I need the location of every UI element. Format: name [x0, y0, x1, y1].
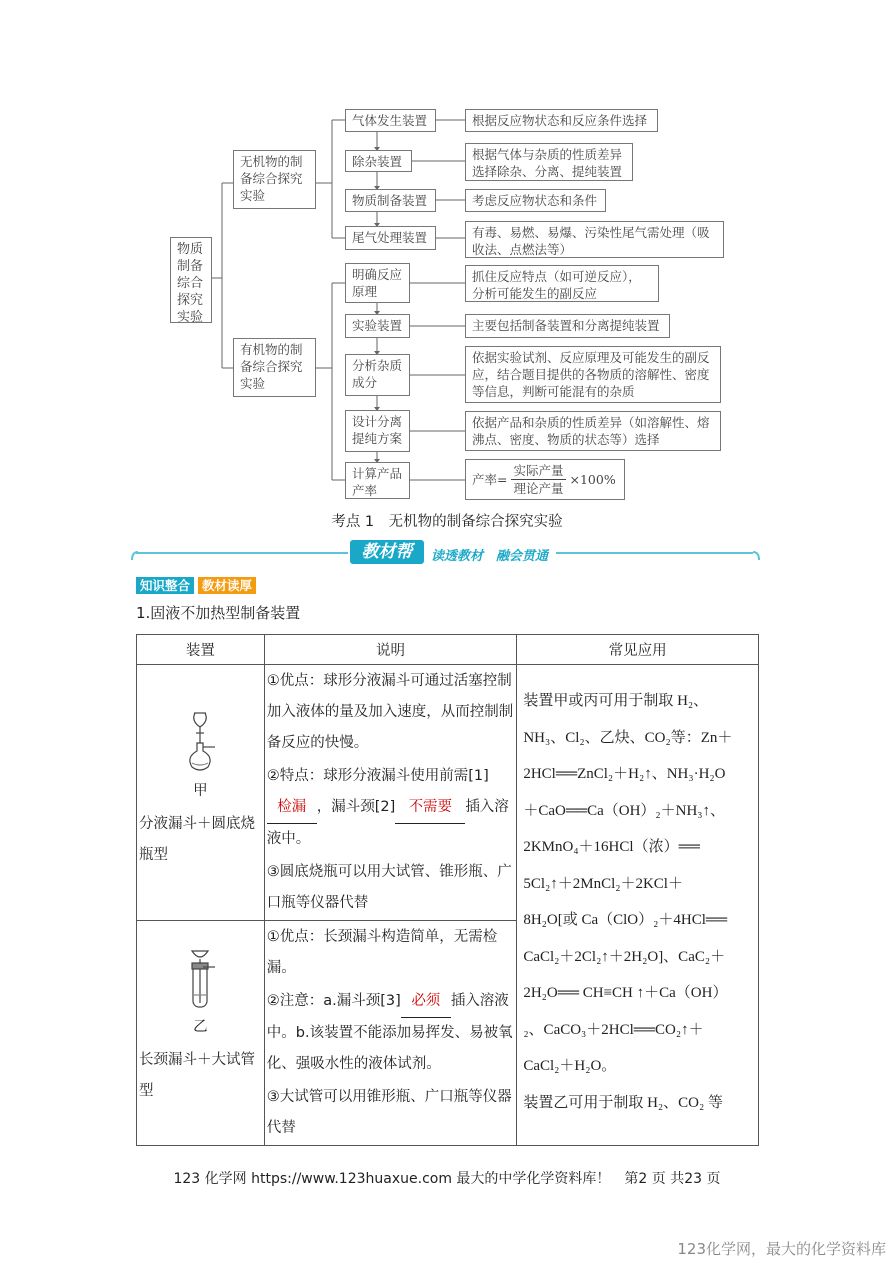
application-line: CaCl₂＋H₂O。 — [523, 1058, 617, 1074]
desc-node — [465, 221, 724, 258]
step-label: 设计分离提纯方案 — [352, 414, 403, 446]
separatory-funnel-flask-icon — [182, 707, 218, 775]
header-cell: 常见应用 — [517, 635, 759, 665]
step-node — [345, 410, 410, 452]
table-header-row — [137, 635, 759, 665]
step-node — [345, 462, 410, 499]
banner-curl-left — [130, 550, 140, 564]
desc-label: 考虑反应物状态和条件 — [472, 193, 598, 208]
note-item — [265, 985, 517, 1081]
answer-blank: 不需要 — [395, 792, 465, 824]
branch-node-organic — [233, 338, 316, 397]
step-label: 实验装置 — [352, 318, 403, 333]
section-title: 1.固液不加热型制备装置 — [136, 604, 301, 622]
application-line: 2KMnO₄＋16HCl（浓）══ — [523, 839, 700, 855]
desc-node — [465, 314, 670, 338]
step-label: 计算产品产率 — [352, 466, 403, 498]
step-label: 气体发生装置 — [352, 113, 428, 128]
banner-line-right — [556, 552, 753, 554]
application-line: ＋CaO══Ca（OH）₂＋NH₃↑、 — [523, 802, 726, 819]
note-text: 插入溶液中。b.该装置不能添加易挥发、易被氧化、强吸水性的液体试剂。 — [266, 993, 513, 1072]
desc-node — [465, 189, 606, 212]
application-line: 装置乙可用于制取 H₂、CO₂ 等 — [523, 1094, 723, 1111]
desc-label: 依据产品和杂质的性质差异（如溶解性、熔沸点、密度、物质的状态等）选择 — [472, 415, 710, 447]
desc-node — [465, 143, 633, 181]
desc-label: 抓住反应特点（如可逆反应），分析可能发生的副反应 — [472, 269, 641, 301]
step-node — [345, 150, 412, 172]
device-name: 甲 — [193, 783, 208, 799]
answer-blank: 必须 — [401, 986, 451, 1018]
root-node — [170, 237, 212, 323]
desc-label: 依据实验试剂、反应原理及可能发生的副反应，结合题目提供的各物质的溶解性、密度等信息，判断可能混有的杂质 — [472, 350, 710, 399]
banner-title: 教材帮 — [350, 540, 424, 564]
long-neck-funnel-tube-icon — [182, 949, 218, 1011]
desc-node — [465, 265, 659, 302]
note-item: ③大试管可以用锥形瓶、广口瓶等仪器代替 — [266, 1089, 512, 1136]
step-node — [345, 354, 410, 396]
note-text: ②注意：a.漏斗颈[3] — [266, 993, 401, 1009]
header-cell: 装置 — [137, 635, 265, 665]
step-label: 除杂装置 — [352, 154, 403, 169]
application-line: NH₃、Cl₂、乙炔、CO₂等：Zn＋ — [523, 729, 733, 746]
desc-node — [465, 411, 721, 451]
application-line: ₂、CaCO₃＋2HCl══CO₂↑＋ — [523, 1021, 704, 1038]
fraction — [511, 462, 565, 497]
step-label: 分析杂质成分 — [352, 358, 403, 390]
note-text: ②特点：球形分液漏斗使用前需[1] — [266, 768, 489, 784]
denominator: 理论产量 — [513, 481, 564, 496]
step-label: 尾气处理装置 — [352, 230, 428, 245]
application-cell — [517, 665, 759, 1146]
note-item: ①优点：长颈漏斗构造简单，无需检漏。 — [266, 929, 498, 976]
table-row — [137, 665, 759, 921]
header-cell: 说明 — [264, 635, 517, 665]
yield-formula-node — [465, 459, 625, 500]
desc-label: 根据反应物状态和反应条件选择 — [472, 113, 648, 128]
branch-label: 有机物的制备综合探究实验 — [240, 342, 303, 391]
note-text: ，漏斗颈[2] — [316, 799, 396, 815]
banner-line-left — [136, 552, 348, 554]
application-line: 8H₂O[或 Ca（ClO）₂＋4HCl══ — [523, 912, 728, 928]
device-cell — [137, 921, 265, 1146]
tag-textbook: 教材读厚 — [198, 577, 256, 594]
device-type: 长颈漏斗＋大试管型 — [139, 1052, 255, 1099]
desc-node — [465, 109, 658, 132]
apparatus-table — [136, 634, 759, 1146]
step-label: 物质制备装置 — [352, 193, 428, 208]
desc-node — [465, 346, 721, 403]
step-node — [345, 189, 436, 212]
application-text — [517, 665, 758, 1122]
banner-subtitle: 读透教材 融会贯通 — [431, 549, 549, 564]
notes-cell — [264, 665, 517, 921]
branch-label: 无机物的制备综合探究实验 — [240, 154, 303, 203]
note-item: ③圆底烧瓶可以用大试管、锥形瓶、广口瓶等仪器代替 — [266, 864, 512, 911]
section-caption: 考点 1 无机物的制备综合探究实验 — [331, 514, 563, 530]
application-line: CaCl₂＋2Cl₂↑＋2H₂O]、CaC₂＋ — [523, 948, 726, 965]
answer-blank: 检漏 — [267, 792, 317, 824]
formula-suffix: ×100% — [569, 472, 616, 487]
device-cell — [137, 665, 265, 921]
banner-curl-right — [751, 550, 761, 564]
formula-prefix: 产率= — [472, 472, 508, 487]
step-label: 明确反应原理 — [352, 267, 403, 299]
step-node — [345, 109, 436, 132]
application-line: 2H₂O══ CH≡CH ↑＋Ca（OH） — [523, 985, 728, 1001]
note-text: 插入溶液中。 — [266, 799, 509, 847]
page-footer: 123 化学网 https://www.123huaxue.com 最大的中学化学资料库！ 第2 页 共23 页 — [173, 1171, 721, 1187]
application-line: 2HCl══ZnCl₂＋H₂↑、NH₃·H₂O — [523, 766, 726, 782]
desc-label: 主要包括制备装置和分离提纯装置 — [472, 318, 660, 333]
note-item: ①优点：球形分液漏斗可通过活塞控制加入液体的量及加入速度，从而控制制备反应的快慢。 — [266, 673, 514, 751]
watermark: 123化学网，最大的化学资料库 — [677, 1240, 886, 1258]
device-type: 分液漏斗＋圆底烧瓶型 — [139, 816, 255, 863]
root-label: 物质制备综合探究实验 — [177, 242, 204, 325]
notes-cell — [264, 921, 517, 1146]
desc-label: 有毒、易燃、易爆、污染性尾气需处理（吸收法、点燃法等） — [472, 225, 710, 257]
desc-label: 根据气体与杂质的性质差异选择除杂、分离、提纯装置 — [472, 147, 623, 179]
branch-node-inorganic — [233, 150, 316, 209]
tag-knowledge: 知识整合 — [136, 577, 194, 594]
step-node — [345, 226, 436, 250]
connector-lines — [0, 0, 894, 510]
step-node — [345, 263, 410, 303]
device-name: 乙 — [193, 1019, 208, 1035]
note-item — [265, 760, 517, 856]
application-line: 5Cl₂↑＋2MnCl₂＋2KCl＋ — [523, 875, 683, 892]
step-node — [345, 314, 410, 338]
application-line: 装置甲或丙可用于制取 H₂、 — [523, 693, 709, 709]
numerator: 实际产量 — [513, 463, 564, 478]
